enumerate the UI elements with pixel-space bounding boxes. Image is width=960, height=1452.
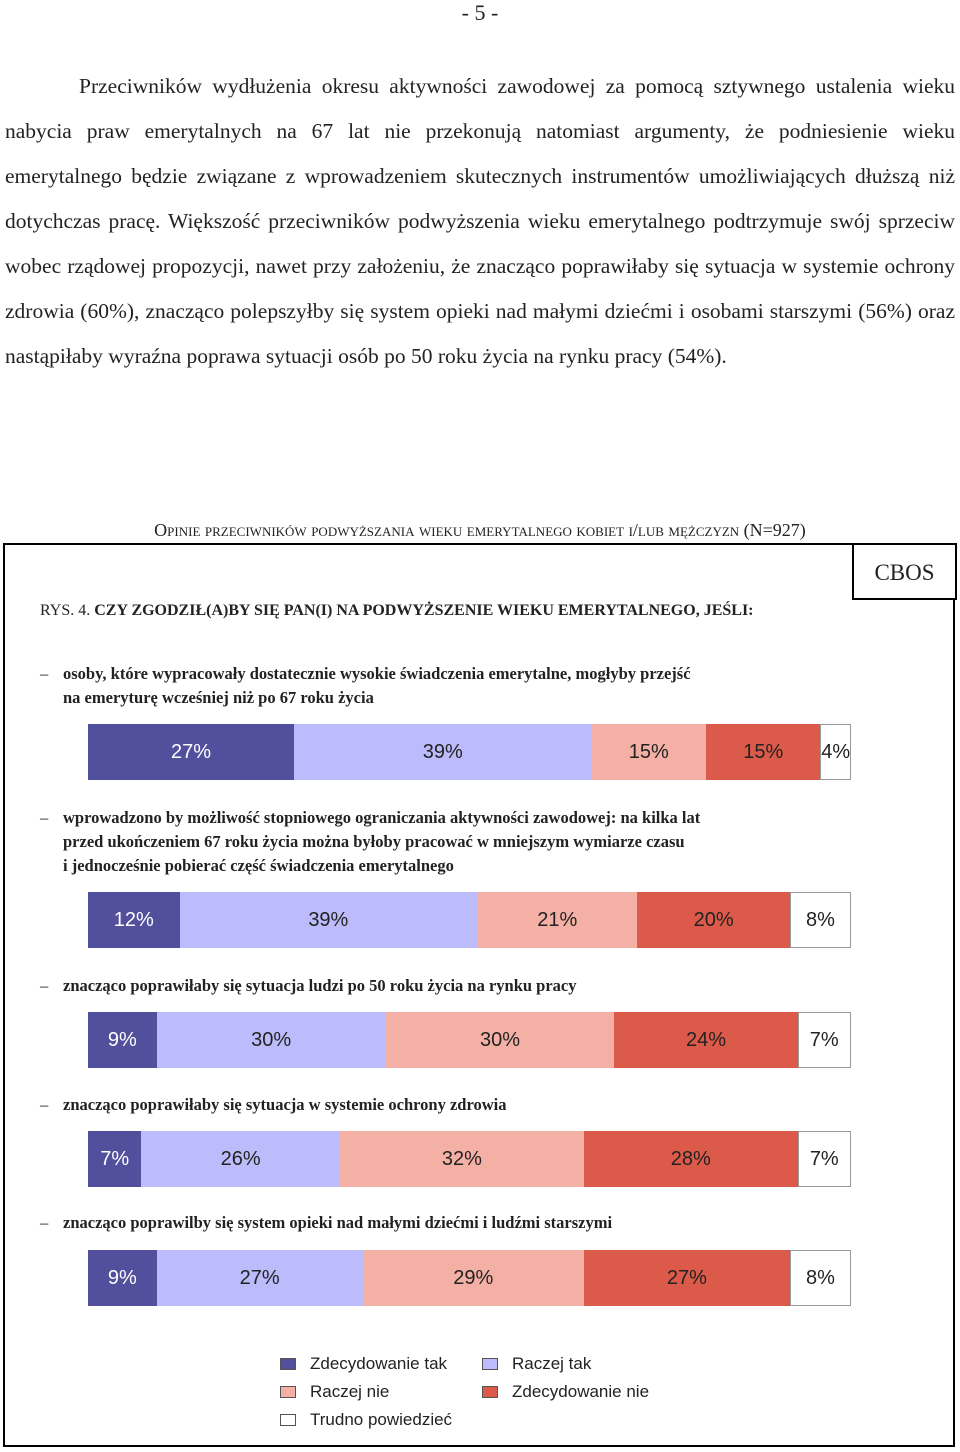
legend-label: Raczej tak xyxy=(512,1354,592,1373)
list-dash: – xyxy=(40,1095,49,1114)
bar-segment: 30% xyxy=(157,1012,386,1068)
stacked-bar xyxy=(88,1250,851,1306)
category-label: wprowadzono by możliwość stopniowego ograniczania aktywności zawodowej: na kilka lat przed ukończeniem 67 roku życia można byłoby pracować w mniejszym wymiarze czasu i jednocześnie pobierać część świadczenia emerytalnego xyxy=(63,808,701,875)
bar-segment: 9% xyxy=(88,1012,157,1068)
legend-label: Trudno powiedzieć xyxy=(310,1410,453,1429)
legend-item xyxy=(482,1382,649,1402)
stacked-bar xyxy=(88,1131,851,1187)
chart-question: CZY ZGODZIŁ(A)BY SIĘ PAN(I) NA PODWYŻSZENIE WIEKU EMERYTALNEGO, JEŚLI: xyxy=(94,602,754,619)
page-number: - 5 - xyxy=(461,0,499,25)
body-paragraph: Przeciwników wydłużenia okresu aktywności zawodowej za pomocą sztywnego ustalenia wieku nabycia praw emerytalnych na 67 lat nie przekonują natomiast argumenty, że podniesienie wieku emerytalnego będzie związane z wprowadzeniem skutecznych instrumentów umożliwiających dłuższą niż dotychczas pracę. Większość przeciwników podwyższenia wieku emerytalnego podtrzymuje swój sprzeciw wobec rządowej propozycji, nawet przy założeniu, że znacząco poprawiłaby się sytuacja w systemie ochrony zdrowia (60%), znacząco polepszyłby się system opieki nad małymi dziećmi i osobami starszymi (56%) oraz nastąpiłaby wyraźna poprawa sytuacji osób po 50 roku życia na rynku pracy (54%). xyxy=(5,74,955,368)
bar-segment: 28% xyxy=(584,1131,798,1187)
bar-segment: 29% xyxy=(363,1250,584,1306)
legend-item xyxy=(280,1382,389,1402)
source-badge: CBOS xyxy=(852,543,957,600)
legend-swatch xyxy=(280,1386,296,1398)
category-label: osoby, które wypracowały dostatecznie wysokie świadczenia emerytalne, mogłyby przejść na emeryturę wcześniej niż po 67 roku życia xyxy=(63,664,691,707)
bar-segment: 4% xyxy=(820,724,851,780)
bar-segment: 15% xyxy=(706,724,820,780)
bar-segment: 26% xyxy=(141,1131,339,1187)
question-item-label xyxy=(40,662,900,710)
bar-segment: 7% xyxy=(798,1131,851,1187)
bar-segment: 9% xyxy=(88,1250,157,1306)
bar-segment: 7% xyxy=(798,1012,851,1068)
stacked-bar xyxy=(88,1012,851,1068)
question-item-label xyxy=(40,1093,900,1117)
legend-item xyxy=(280,1410,452,1430)
legend-swatch xyxy=(280,1414,296,1426)
figure-number: RYS. 4. xyxy=(40,602,91,619)
list-dash: – xyxy=(40,1213,49,1232)
bar-segment: 30% xyxy=(386,1012,615,1068)
bar-segment: 15% xyxy=(592,724,706,780)
bar-segment: 8% xyxy=(790,892,851,948)
bar-segment: 32% xyxy=(340,1131,584,1187)
category-label: znacząco poprawilby się system opieki nad małymi dziećmi i ludźmi starszymi xyxy=(63,1213,613,1232)
legend-label: Zdecydowanie nie xyxy=(512,1382,650,1401)
stacked-bar xyxy=(88,892,851,948)
bar-segment: 27% xyxy=(157,1250,363,1306)
bar-segment: 27% xyxy=(584,1250,790,1306)
stacked-bar xyxy=(88,724,851,780)
bar-segment: 8% xyxy=(790,1250,851,1306)
legend-label: Raczej nie xyxy=(310,1382,390,1401)
list-dash: – xyxy=(40,976,49,995)
legend-swatch xyxy=(280,1358,296,1370)
list-dash: – xyxy=(40,808,49,827)
category-label: znacząco poprawiłaby się sytuacja ludzi po 50 roku życia na rynku pracy xyxy=(63,976,577,995)
bar-segment: 39% xyxy=(180,892,478,948)
bar-segment: 7% xyxy=(88,1131,141,1187)
bar-segment: 39% xyxy=(294,724,592,780)
bar-segment: 24% xyxy=(614,1012,797,1068)
bar-segment: 21% xyxy=(477,892,637,948)
legend-label: Zdecydowanie tak xyxy=(310,1354,448,1373)
bar-segment: 20% xyxy=(637,892,790,948)
chart-section-title: Opinie przeciwników podwyższania wieku emerytalnego kobiet i/lub mężczyzn (N=927) xyxy=(154,520,806,540)
legend-swatch xyxy=(482,1358,498,1370)
category-label: znacząco poprawiłaby się sytuacja w systemie ochrony zdrowia xyxy=(63,1095,507,1114)
question-item-label xyxy=(40,806,900,878)
list-dash: – xyxy=(40,664,49,683)
question-item-label xyxy=(40,1211,900,1235)
chart-title xyxy=(40,602,900,620)
legend-item xyxy=(482,1354,591,1374)
question-item-label xyxy=(40,974,900,998)
legend-item xyxy=(280,1354,447,1374)
legend-swatch xyxy=(482,1386,498,1398)
bar-segment: 27% xyxy=(88,724,294,780)
bar-segment: 12% xyxy=(88,892,180,948)
